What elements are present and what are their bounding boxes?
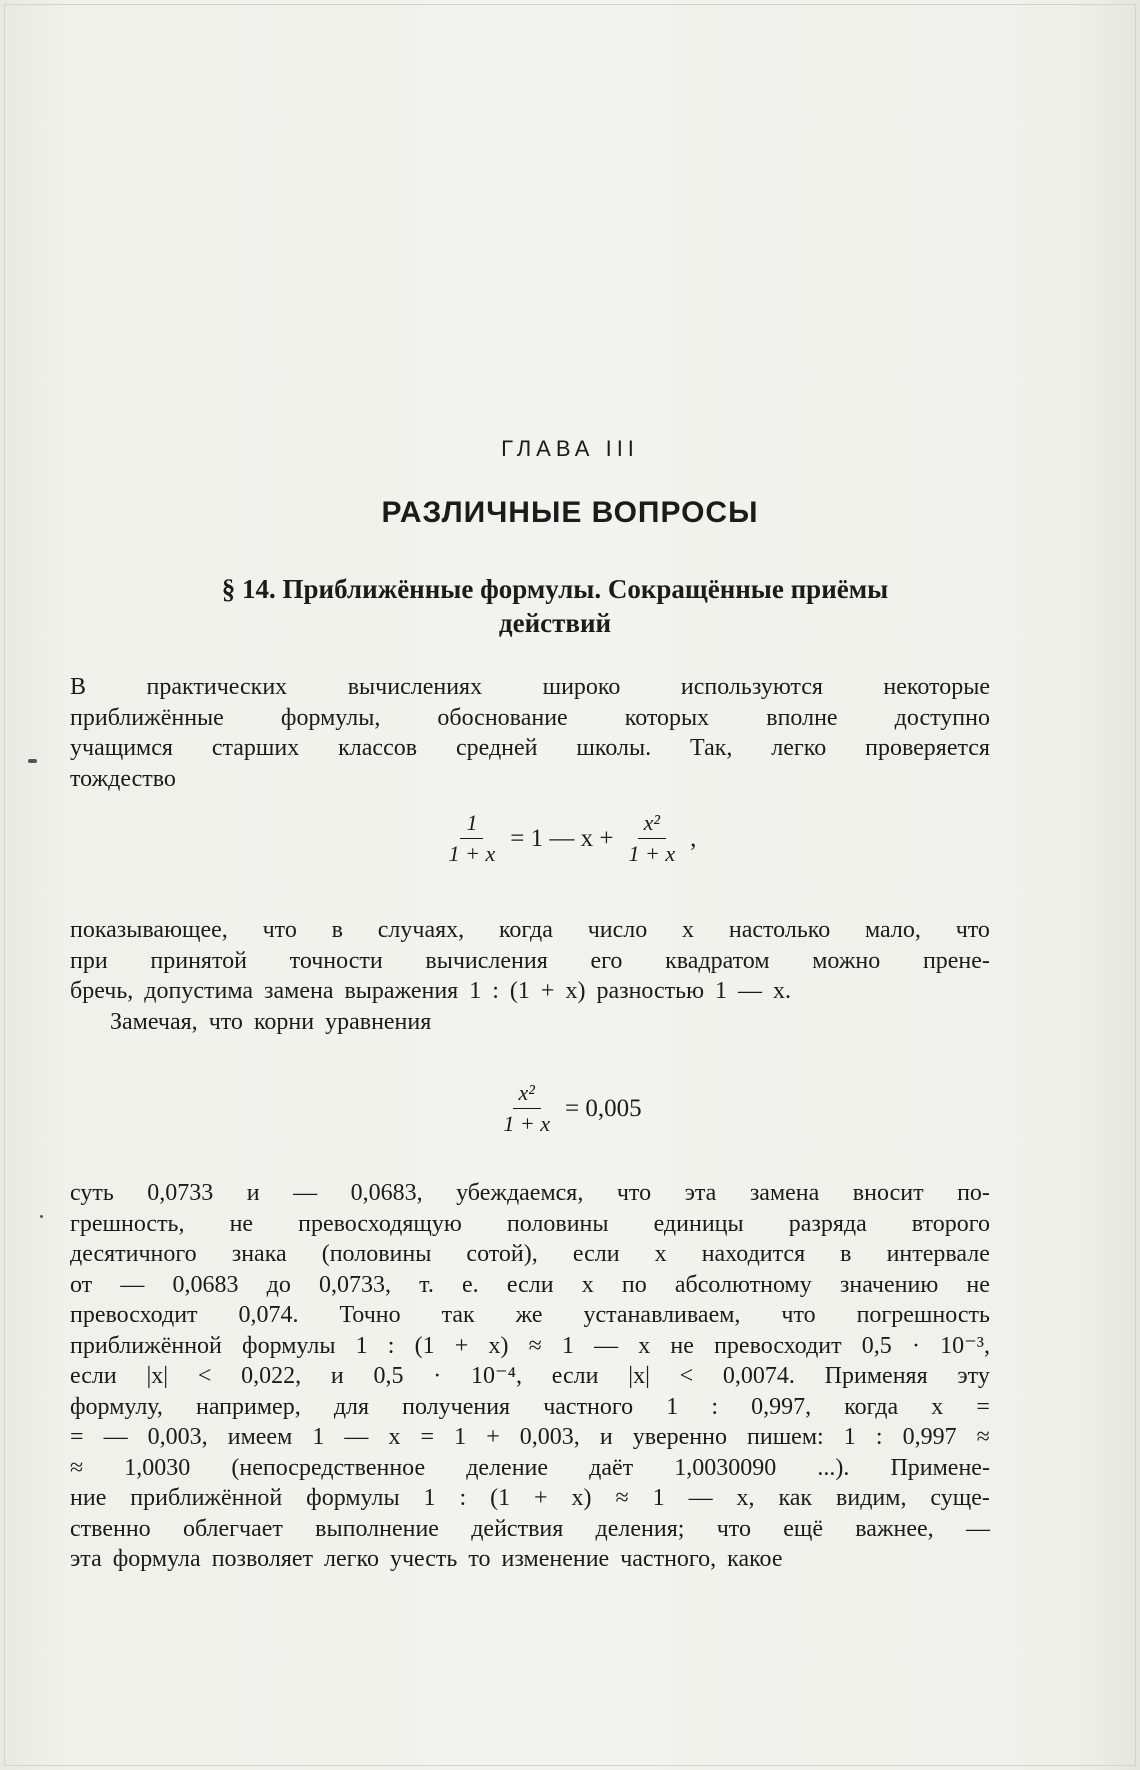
paragraph-explanation xyxy=(70,915,990,1007)
fraction-numerator: 1 xyxy=(460,810,483,839)
fraction-denominator: 1 + x xyxy=(503,1111,550,1136)
fraction xyxy=(622,810,681,867)
chapter-label: ГЛАВА III xyxy=(501,436,639,461)
text-line: приближённой формулы 1 : (1 + x) ≈ 1 — x не превосходит 0,5 · 10⁻³, xyxy=(70,1332,990,1359)
formula-middle: = 1 — x + xyxy=(510,824,614,852)
formula-identity xyxy=(0,810,1140,867)
paragraph-intro xyxy=(70,672,990,794)
fraction-denominator: 1 + x xyxy=(628,841,676,866)
fraction xyxy=(443,810,502,867)
text-line: если |x| < 0,022, и 0,5 · 10⁻⁴, если |x| < 0,0074. Применяя эту xyxy=(70,1363,990,1389)
section-title-line: § 14. Приближённые формулы. Сокращённые приёмы xyxy=(221,574,889,604)
paragraph-error-analysis xyxy=(70,1178,990,1575)
fraction xyxy=(497,1080,556,1137)
text-line: показывающее, что в случаях, когда число x настолько мало, что xyxy=(70,917,990,943)
text-line: ние приближённой формулы 1 : (1 + x) ≈ 1 — x, как видим, суще- xyxy=(70,1485,990,1511)
text-line: при принятой точности вычисления его квадратом можно прене- xyxy=(70,947,990,974)
text-line: эта формула позволяет легко учесть то изменение частного, какое xyxy=(70,1546,783,1572)
text-line: десятичного знака (половины сотой), если x находится в интервале xyxy=(70,1241,990,1267)
paragraph-roots-intro xyxy=(70,1007,990,1038)
chapter-title: РАЗЛИЧНЫЕ ВОПРОСЫ xyxy=(381,496,759,529)
formula-equation xyxy=(0,1080,1140,1137)
text-line: учащимся старших классов средней школы. Так, легко проверяется xyxy=(70,735,990,761)
text-line: от — 0,0683 до 0,0733, т. е. если x по абсолютному значению не xyxy=(70,1271,990,1298)
text-line: превосходит 0,074. Точно так же устанавливаем, что погрешность xyxy=(70,1302,990,1328)
fraction-numerator: x² xyxy=(638,810,666,839)
text-line: суть 0,0733 и — 0,0683, убеждаемся, что эта замена вносит по- xyxy=(70,1180,990,1206)
fraction-denominator: 1 + x xyxy=(448,841,496,866)
formula-rhs: = 0,005 xyxy=(565,1094,642,1122)
section-title xyxy=(120,572,990,640)
text-line: формулу, например, для получения частного 1 : 0,997, когда x = xyxy=(70,1393,990,1420)
text-line: ственно облегчает выполнение действия деления; что ещё важнее, — xyxy=(70,1515,990,1542)
text-line: В практических вычислениях широко используются некоторые xyxy=(70,674,990,700)
text-line: ≈ 1,0030 (непосредственное деление даёт 1,0030090 ...). Примене- xyxy=(70,1454,990,1481)
text-line: тождество xyxy=(70,765,176,792)
text-line: грешность, не превосходящую половины единицы разряда второго xyxy=(70,1210,990,1237)
text-line: Замечая, что корни уравнения xyxy=(110,1009,432,1035)
margin-mark xyxy=(28,759,37,763)
margin-mark xyxy=(40,1215,43,1218)
fraction-numerator: x² xyxy=(513,1080,541,1109)
section-title-line: действий xyxy=(498,608,612,638)
text-line: = — 0,003, имеем 1 — x = 1 + 0,003, и уверенно пишем: 1 : 0,997 ≈ xyxy=(70,1424,990,1450)
text-line: бречь, допустима замена выражения 1 : (1 + x) разностью 1 — x. xyxy=(70,978,792,1004)
formula-tail: , xyxy=(690,824,697,852)
text-line: приближённые формулы, обоснование которых вполне доступно xyxy=(70,704,990,731)
